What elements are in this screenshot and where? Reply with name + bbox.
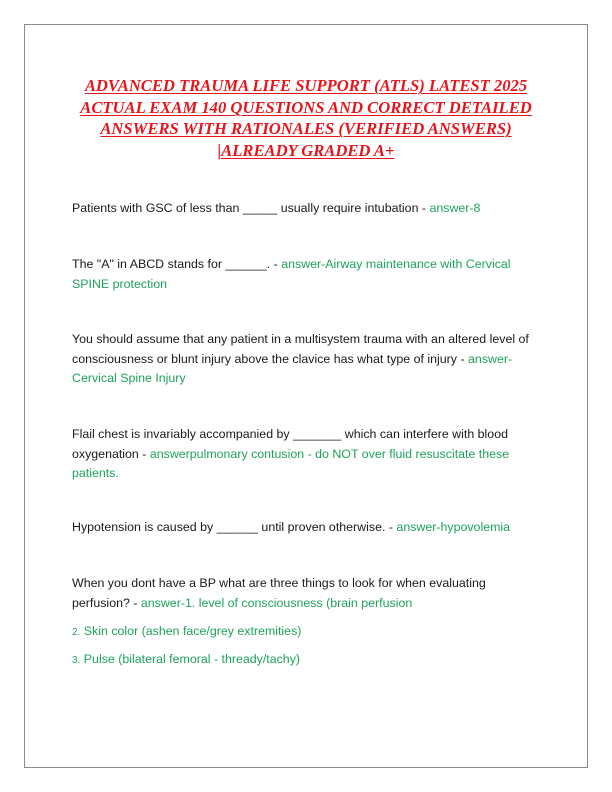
list-number: 2. [72, 627, 81, 638]
answer-text: answer-hypovolemia [396, 520, 511, 534]
question-text: Flail chest is invariably accompanied by _______ which can interfere with blood oxygenation - [72, 427, 508, 461]
question-text: Patients with GSC of less than _____ usually require intubation - [72, 201, 430, 215]
question-text: When you dont have a BP what are three things to look for when evaluating perfusion? - [72, 576, 486, 610]
list-number: 3. [72, 655, 81, 666]
question-text: The "A" in ABCD stands for ______. - [72, 257, 282, 271]
answer-text: answer-Cervical Spine Injury [72, 351, 513, 385]
answer-sub-item-2 [72, 622, 542, 643]
qa-item-2 [72, 255, 542, 294]
qa-item-6 [72, 574, 542, 613]
list-text: Pulse (bilateral femoral - thready/tachy) [80, 652, 301, 666]
qa-item-5 [72, 518, 542, 538]
answer-text: answerpulmonary contusion - do NOT over fluid resuscitate these patients. [72, 446, 510, 480]
qa-item-4 [72, 425, 542, 484]
list-text: Skin color (ashen face/grey extremities) [80, 624, 302, 638]
answer-text: answer-1. level of consciousness (brain perfusion [140, 595, 413, 610]
answer-text: answer-Airway maintenance with Cervical SPINE protection [72, 257, 511, 291]
qa-item-3 [72, 330, 542, 389]
answer-sub-item-3 [72, 650, 542, 671]
qa-item-1 [72, 199, 542, 219]
document-title: ADVANCED TRAUMA LIFE SUPPORT (ATLS) LATEST 2025 ACTUAL EXAM 140 QUESTIONS AND CORRECT DETAILED ANSWERS WITH RATIONALES (VERIFIED ANSWERS) |ALREADY GRADED A+ [80, 76, 532, 160]
question-text: You should assume that any patient in a multisystem trauma with an altered level of consciousness or blunt injury above the clavice has what type of injury - [72, 332, 529, 366]
question-text: Hypotension is caused by ______ until proven otherwise. - [72, 520, 397, 534]
answer-text: answer-8 [429, 201, 481, 215]
